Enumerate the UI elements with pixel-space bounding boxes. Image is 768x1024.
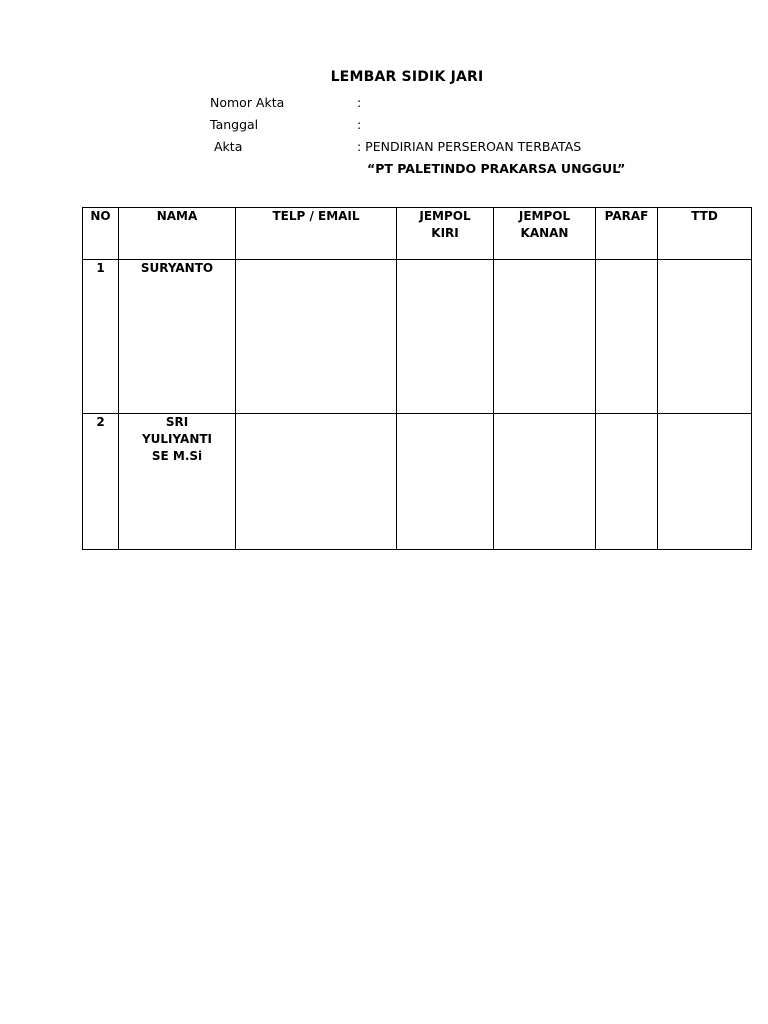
header-telp-email: TELP / EMAIL — [236, 208, 397, 260]
cell-paraf[interactable] — [596, 260, 658, 414]
cell-jempol-kiri[interactable] — [397, 260, 494, 414]
cell-jempol-kanan[interactable] — [494, 414, 596, 550]
header-jempol-kiri: JEMPOL KIRI — [397, 208, 494, 260]
cell-jempol-kanan[interactable] — [494, 260, 596, 414]
field-label: Nomor Akta — [210, 95, 285, 110]
fingerprint-table — [82, 207, 752, 550]
cell-paraf[interactable] — [596, 414, 658, 550]
field-label: Akta — [214, 139, 243, 154]
cell-no: 1 — [83, 260, 119, 414]
header-nama: NAMA — [119, 208, 236, 260]
field-value: : — [357, 117, 362, 132]
header-jempol-kanan: JEMPOL KANAN — [494, 208, 596, 260]
cell-nama: SURYANTO — [119, 260, 236, 414]
cell-ttd[interactable] — [658, 260, 752, 414]
field-value: : PENDIRIAN PERSEROAN TERBATAS — [357, 139, 582, 154]
document-title: LEMBAR SIDIK JARI — [330, 69, 484, 85]
table-header-row — [83, 208, 752, 260]
cell-no: 2 — [83, 414, 119, 550]
cell-jempol-kiri[interactable] — [397, 414, 494, 550]
table-row — [83, 414, 752, 550]
field-label: Tanggal — [210, 117, 259, 132]
company-name: “PT PALETINDO PRAKARSA UNGGUL” — [367, 161, 626, 176]
cell-ttd[interactable] — [658, 414, 752, 550]
header-no: NO — [83, 208, 119, 260]
header-ttd: TTD — [658, 208, 752, 260]
field-value: : — [357, 95, 362, 110]
cell-telp-email[interactable] — [236, 414, 397, 550]
header-paraf: PARAF — [596, 208, 658, 260]
cell-telp-email[interactable] — [236, 260, 397, 414]
cell-nama: SRI YULIYANTI SE M.Si — [119, 414, 236, 550]
table-row — [83, 260, 752, 414]
